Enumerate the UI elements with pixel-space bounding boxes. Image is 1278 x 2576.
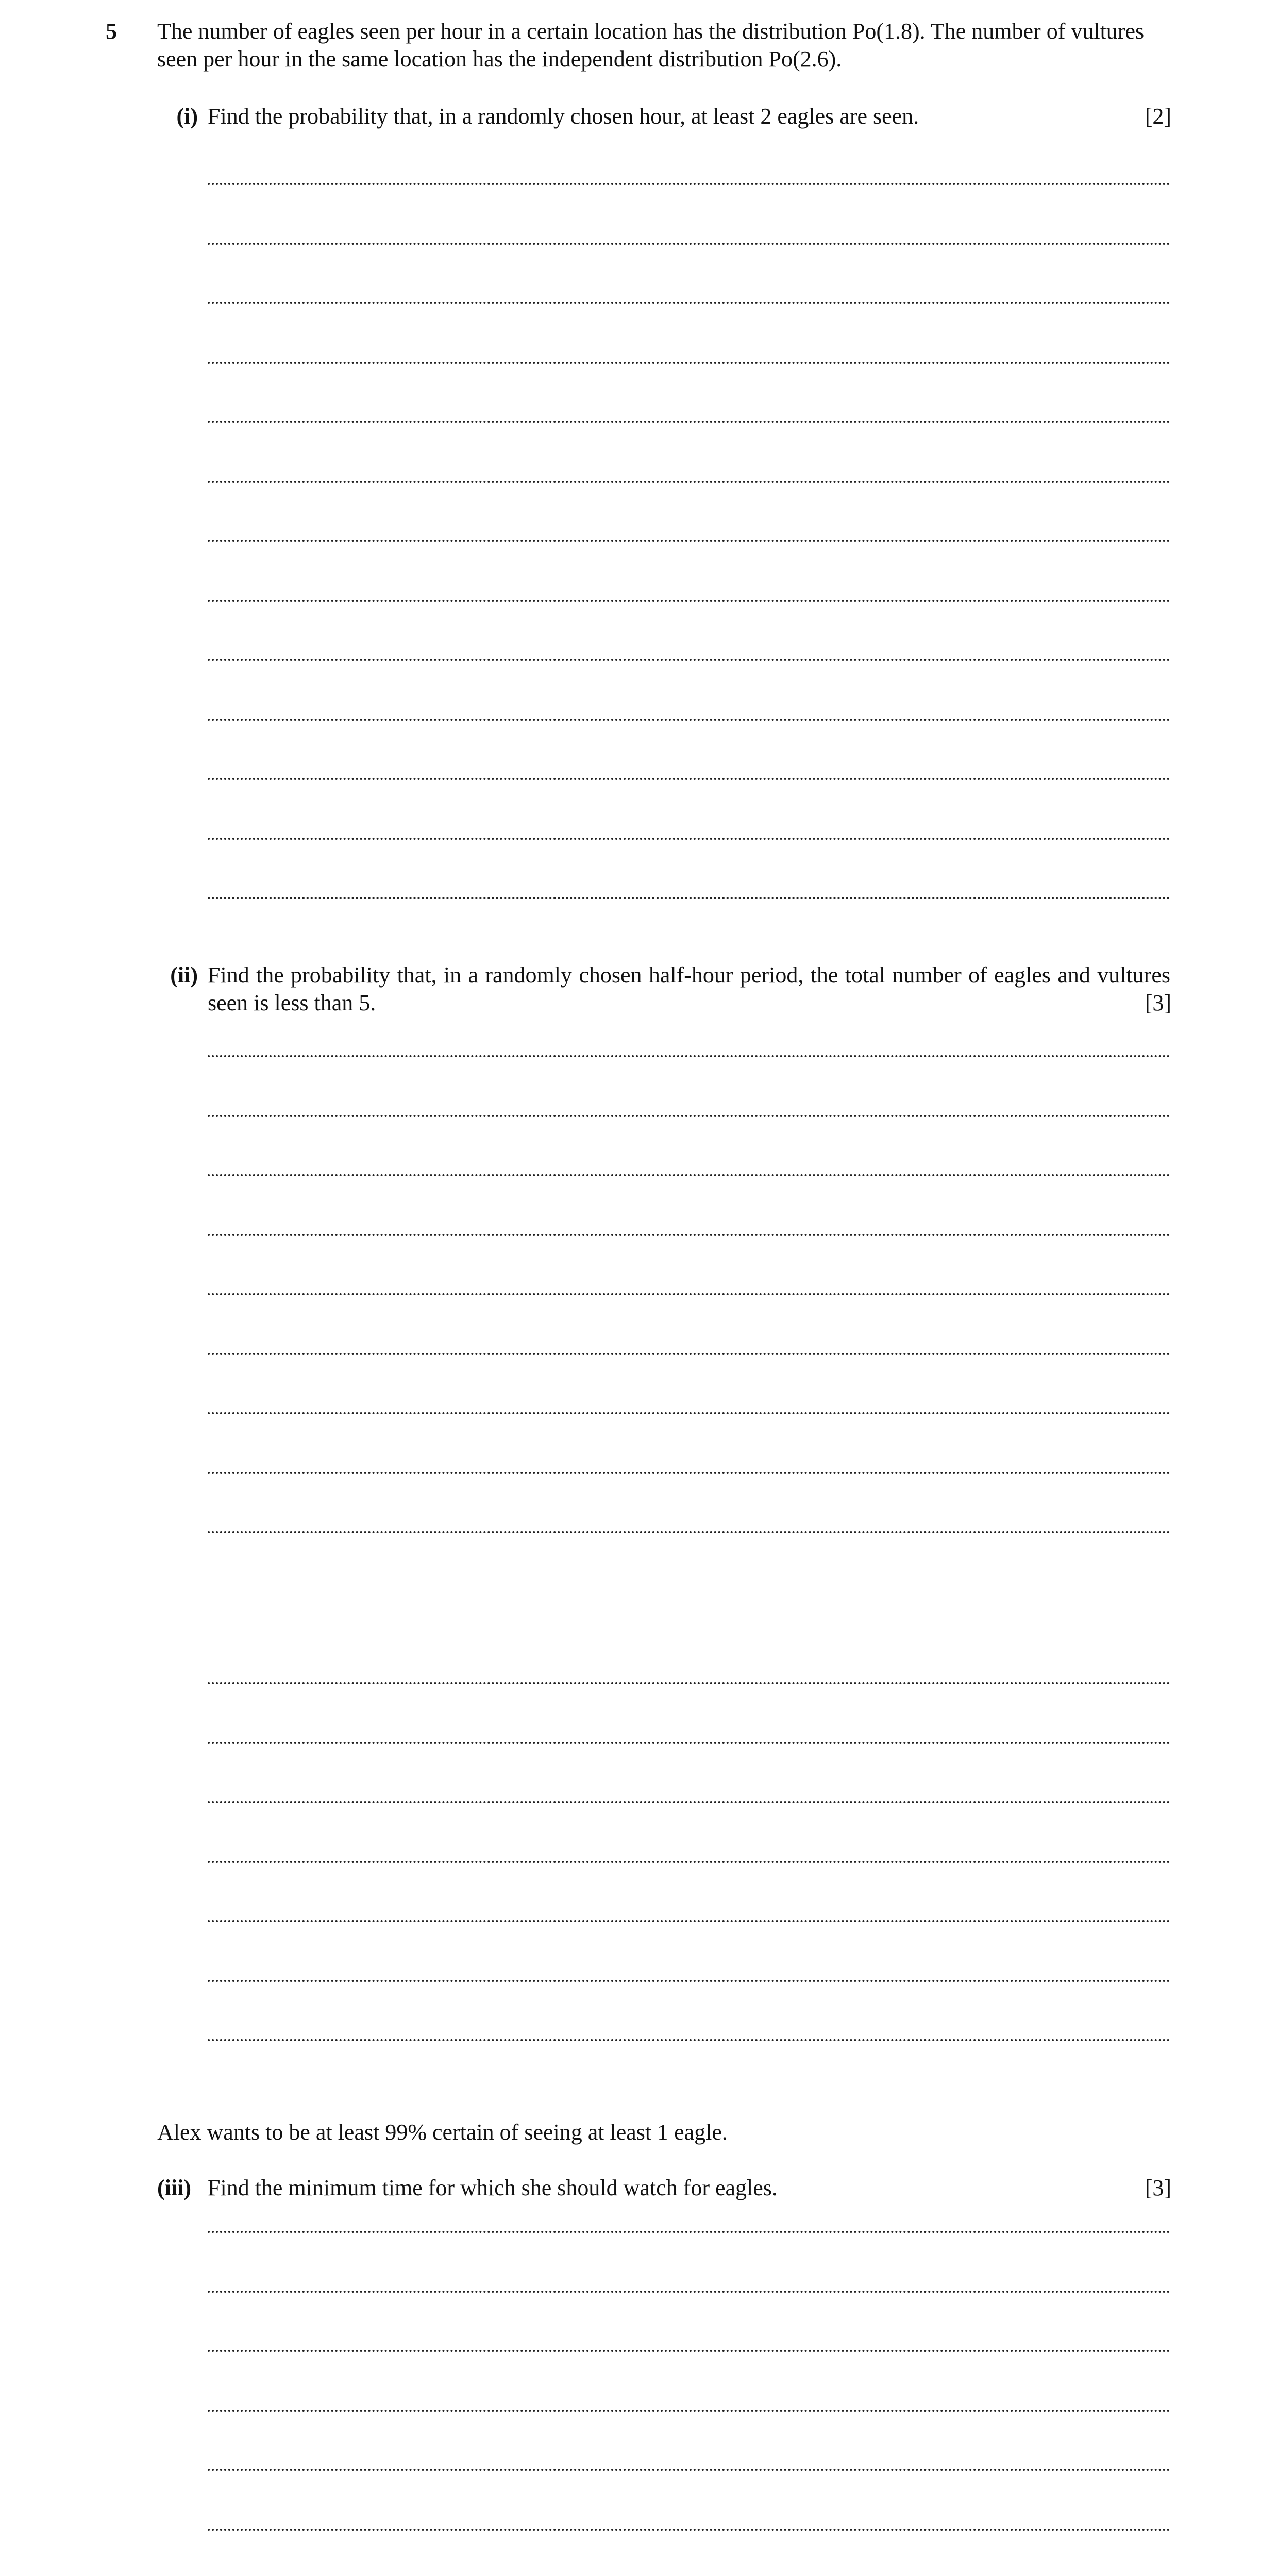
- question-stem: The number of eagles seen per hour in a certain location has the distribution Po(1.8). The number of vultures seen per hour in the same location has the independent distribution Po(2.6).: [157, 19, 1145, 72]
- answer-line[interactable]: [208, 1861, 1170, 1863]
- part-i-text: Find the probability that, in a randomly chosen hour, at least 2 eagles are seen.: [208, 104, 919, 129]
- answer-line[interactable]: [208, 243, 1170, 245]
- part-i-label: (i): [176, 104, 198, 129]
- answer-line[interactable]: [208, 302, 1170, 304]
- part-ii-text: Find the probability that, in a randomly chosen half-hour period, the total number of eagles and vultures seen is less than 5.: [208, 962, 1170, 1015]
- answer-line[interactable]: [208, 421, 1170, 423]
- answer-line[interactable]: [208, 897, 1170, 899]
- part-i-marks: [2]: [1145, 104, 1171, 129]
- answer-line[interactable]: [208, 1353, 1170, 1355]
- answer-line[interactable]: [208, 1115, 1170, 1117]
- part-iii-marks: [3]: [1145, 2175, 1171, 2200]
- answer-line[interactable]: [208, 2469, 1170, 2471]
- answer-line[interactable]: [208, 2039, 1170, 2041]
- answer-line[interactable]: [208, 1293, 1170, 1295]
- answer-line[interactable]: [208, 1682, 1170, 1684]
- answer-line[interactable]: [208, 2291, 1170, 2293]
- answer-line[interactable]: [208, 2410, 1170, 2412]
- part-ii-label: (ii): [170, 962, 198, 988]
- answer-line[interactable]: [208, 362, 1170, 364]
- answer-line[interactable]: [208, 600, 1170, 602]
- answer-line[interactable]: [208, 2231, 1170, 2233]
- answer-line[interactable]: [208, 659, 1170, 661]
- answer-line[interactable]: [208, 838, 1170, 840]
- answer-line[interactable]: [208, 2350, 1170, 2352]
- answer-line[interactable]: [208, 1531, 1170, 1533]
- part-iii-label: (iii): [157, 2175, 191, 2200]
- answer-line[interactable]: [208, 1412, 1170, 1414]
- part-iii-context: Alex wants to be at least 99% certain of seeing at least 1 eagle.: [157, 2120, 728, 2145]
- answer-line[interactable]: [208, 1980, 1170, 1982]
- answer-line[interactable]: [208, 1472, 1170, 1474]
- answer-line[interactable]: [208, 2529, 1170, 2531]
- answer-line[interactable]: [208, 719, 1170, 721]
- part-ii-marks: [3]: [1145, 990, 1171, 1015]
- answer-line[interactable]: [208, 1234, 1170, 1236]
- answer-line[interactable]: [208, 183, 1170, 185]
- question-number: 5: [106, 19, 117, 44]
- answer-line[interactable]: [208, 1742, 1170, 1744]
- part-iii-text: Find the minimum time for which she should watch for eagles.: [208, 2175, 778, 2200]
- answer-line[interactable]: [208, 1801, 1170, 1803]
- answer-line[interactable]: [208, 481, 1170, 483]
- answer-line[interactable]: [208, 1055, 1170, 1057]
- answer-line[interactable]: [208, 540, 1170, 542]
- answer-line[interactable]: [208, 1920, 1170, 1922]
- answer-line[interactable]: [208, 1174, 1170, 1176]
- answer-line[interactable]: [208, 778, 1170, 780]
